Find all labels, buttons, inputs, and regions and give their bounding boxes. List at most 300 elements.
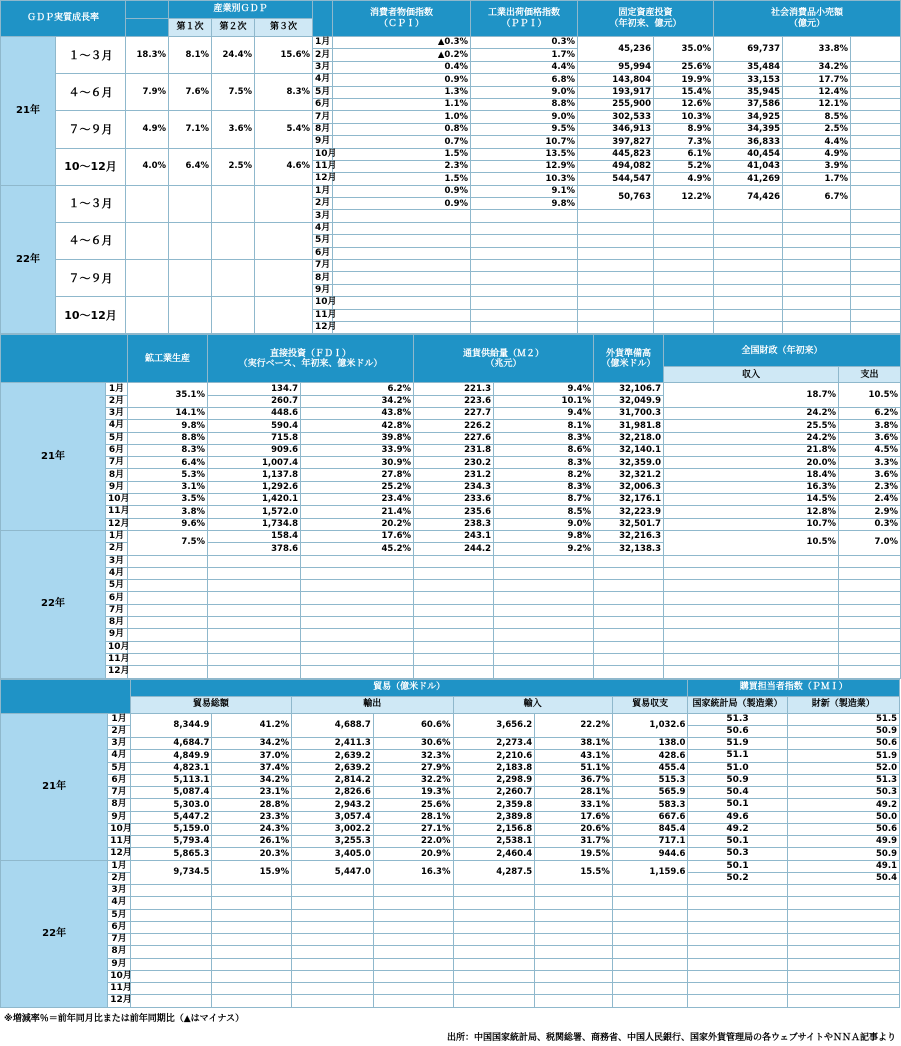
- export-growth: [373, 983, 453, 995]
- gdp-tertiary: [255, 222, 313, 259]
- retail-value: [714, 297, 783, 309]
- retail-value: 41,043: [714, 160, 783, 172]
- import-growth: 36.7%: [535, 774, 613, 786]
- month-label: 8月: [108, 799, 130, 811]
- revenue-value: 10.7%: [664, 518, 839, 530]
- total-trade-value: [130, 885, 212, 897]
- month-label: 2月: [313, 49, 333, 61]
- fdi-value: 590.4: [208, 420, 301, 432]
- m2-value: [414, 555, 494, 567]
- month-label: 10月: [108, 823, 130, 835]
- iip-header: 鉱工業生産: [128, 335, 208, 383]
- pmi-caixin-value: 50.9: [787, 848, 899, 860]
- export-value: 2,639.2: [292, 762, 374, 774]
- month-label: 3月: [106, 555, 128, 567]
- import-growth: 38.1%: [535, 738, 613, 750]
- export-growth: 27.1%: [373, 823, 453, 835]
- pmi-caixin-value: [787, 983, 899, 995]
- fdi-value: 1,292.6: [208, 481, 301, 493]
- retail-growth: 4.4%: [783, 136, 851, 148]
- quarter-label: ４～６月: [56, 74, 126, 111]
- blank: [851, 136, 901, 148]
- ppi-value: [471, 235, 578, 247]
- iip-value: 8.3%: [128, 444, 208, 456]
- export-value: 3,405.0: [292, 848, 374, 860]
- tertiary-header: 第３次: [255, 19, 313, 37]
- revenue-value: [664, 604, 839, 616]
- balance-value: [612, 946, 688, 958]
- export-value: [292, 909, 374, 921]
- export-growth: [373, 909, 453, 921]
- ppi-value: [471, 321, 578, 333]
- month-label: 1月: [106, 383, 128, 395]
- retail-growth: [783, 321, 851, 333]
- pmi-caixin-value: 51.3: [787, 774, 899, 786]
- m2-value: 226.2: [414, 420, 494, 432]
- import-value: [453, 995, 535, 1007]
- fdi-value: 1,007.4: [208, 457, 301, 469]
- m2-growth: 8.6%: [494, 444, 594, 456]
- month-label: 9月: [108, 811, 130, 823]
- m2-value: [414, 629, 494, 641]
- import-growth: [535, 885, 613, 897]
- gdp-growth: [126, 185, 169, 222]
- expense-value: [839, 567, 901, 579]
- total-trade-growth: [212, 995, 292, 1007]
- pmi-caixin-value: [787, 921, 899, 933]
- balance-value: 845.4: [612, 823, 688, 835]
- fx-value: [594, 629, 664, 641]
- ppi-value: [471, 222, 578, 234]
- fdi-growth: 17.6%: [301, 530, 414, 542]
- month-label: 4月: [108, 897, 130, 909]
- export-value: 3,002.2: [292, 823, 374, 835]
- month-label: 7月: [313, 111, 333, 123]
- retail-growth: 2.5%: [783, 123, 851, 135]
- quarter-label: ４～６月: [56, 222, 126, 259]
- balance-value: 455.4: [612, 762, 688, 774]
- balance-value: 515.3: [612, 774, 688, 786]
- import-growth: [535, 921, 613, 933]
- export-value: [292, 970, 374, 982]
- retail-growth: [783, 235, 851, 247]
- month-label: 5月: [106, 580, 128, 592]
- retail-growth: [783, 297, 851, 309]
- retail-growth: [783, 272, 851, 284]
- ppi-value: [471, 272, 578, 284]
- ppi-value: 8.8%: [471, 98, 578, 110]
- export-value: [292, 958, 374, 970]
- total-trade-growth: 37.0%: [212, 750, 292, 762]
- balance-value: [612, 995, 688, 1007]
- pmi-caixin-value: [787, 909, 899, 921]
- total-trade-growth: 20.3%: [212, 848, 292, 860]
- total-trade-value: [130, 958, 212, 970]
- revenue-value: [664, 653, 839, 665]
- m2-growth: 9.4%: [494, 407, 594, 419]
- m2-value: [414, 641, 494, 653]
- m2-growth: 9.8%: [494, 530, 594, 542]
- revenue-value: 18.7%: [664, 383, 839, 408]
- total-trade-growth: [212, 921, 292, 933]
- month-label: 4月: [106, 567, 128, 579]
- month-label: 3月: [313, 210, 333, 222]
- pmi-caixin-value: 50.4: [787, 872, 899, 884]
- export-growth: 30.6%: [373, 738, 453, 750]
- gdp-growth: [126, 260, 169, 297]
- import-growth: [535, 934, 613, 946]
- gdp-tertiary: [255, 260, 313, 297]
- total-trade-growth: 24.3%: [212, 823, 292, 835]
- gdp-secondary: 24.4%: [212, 37, 255, 74]
- m2-value: [414, 567, 494, 579]
- fx-value: 32,176.1: [594, 494, 664, 506]
- m2-growth: 8.7%: [494, 494, 594, 506]
- m2-growth: 10.1%: [494, 395, 594, 407]
- m2-growth: [494, 604, 594, 616]
- import-value: [453, 921, 535, 933]
- expense-value: 3.8%: [839, 420, 901, 432]
- cpi-value: [333, 222, 471, 234]
- import-value: 2,359.8: [453, 799, 535, 811]
- total-trade-value: 5,087.4: [130, 787, 212, 799]
- expense-header: 支出: [839, 367, 901, 383]
- fdi-value: 1,734.8: [208, 518, 301, 530]
- total-trade-value: 4,849.9: [130, 750, 212, 762]
- fx-value: 32,218.0: [594, 432, 664, 444]
- fai-growth: [654, 297, 714, 309]
- balance-value: 583.3: [612, 799, 688, 811]
- fai-growth: [654, 222, 714, 234]
- export-value: 2,639.2: [292, 750, 374, 762]
- import-growth: 15.5%: [535, 860, 613, 885]
- fdi-value: 715.8: [208, 432, 301, 444]
- iip-value: 35.1%: [128, 383, 208, 408]
- table-trade-pmi: [0, 679, 900, 1008]
- import-value: 2,389.8: [453, 811, 535, 823]
- pmi-nbs-value: [688, 909, 787, 921]
- expense-value: [839, 629, 901, 641]
- pmi-caixin-value: 49.2: [787, 799, 899, 811]
- import-growth: [535, 995, 613, 1007]
- import-value: 2,273.4: [453, 738, 535, 750]
- revenue-value: 18.4%: [664, 469, 839, 481]
- m2-value: 227.7: [414, 407, 494, 419]
- fai-value: [578, 297, 654, 309]
- import-value: [453, 885, 535, 897]
- retail-header: 社会消費品小売額 （億元）: [714, 1, 901, 37]
- cpi-header: 消費者物価指数 （ＣＰＩ）: [333, 1, 471, 37]
- export-growth: [373, 921, 453, 933]
- pmi-caixin-value: 51.5: [787, 713, 899, 725]
- fai-value: [578, 210, 654, 222]
- gdp-secondary: [212, 260, 255, 297]
- balance-value: 565.9: [612, 787, 688, 799]
- month-label: 9月: [313, 136, 333, 148]
- pmi-nbs-value: 50.4: [688, 787, 787, 799]
- import-value: 4,287.5: [453, 860, 535, 885]
- quarter-label: 10～12月: [56, 297, 126, 334]
- retail-growth: 3.9%: [783, 160, 851, 172]
- year-label: 21年: [1, 37, 56, 186]
- fai-header: 固定資産投資 （年初来、億元）: [578, 1, 714, 37]
- month-label: 7月: [108, 787, 130, 799]
- retail-value: 41,269: [714, 173, 783, 185]
- gdp-secondary: [212, 297, 255, 334]
- fdi-value: 448.6: [208, 407, 301, 419]
- iip-value: [128, 580, 208, 592]
- fai-growth: 5.2%: [654, 160, 714, 172]
- fdi-growth: 23.4%: [301, 494, 414, 506]
- export-value: [292, 946, 374, 958]
- fx-value: 32,216.3: [594, 530, 664, 542]
- gdp-tertiary: 15.6%: [255, 37, 313, 74]
- month-label: 8月: [313, 272, 333, 284]
- cpi-value: [333, 272, 471, 284]
- fdi-growth: 42.8%: [301, 420, 414, 432]
- m2-value: [414, 666, 494, 678]
- revenue-header: 収入: [664, 367, 839, 383]
- pmi-nbs-value: [688, 885, 787, 897]
- import-value: [453, 897, 535, 909]
- fdi-value: 1,420.1: [208, 494, 301, 506]
- import-value: 2,298.9: [453, 774, 535, 786]
- quarter-label: 10～12月: [56, 148, 126, 185]
- retail-value: [714, 321, 783, 333]
- expense-value: 6.2%: [839, 407, 901, 419]
- month-label: 7月: [108, 934, 130, 946]
- fai-value: 346,913: [578, 123, 654, 135]
- fx-value: [594, 567, 664, 579]
- trade-header: 貿易（億米ドル）: [130, 679, 688, 696]
- gdp-tertiary: 4.6%: [255, 148, 313, 185]
- total-trade-value: 5,865.3: [130, 848, 212, 860]
- cpi-value: [333, 210, 471, 222]
- blank: [851, 222, 901, 234]
- expense-value: [839, 580, 901, 592]
- month-label: 3月: [313, 61, 333, 73]
- pmi-nbs-value: [688, 983, 787, 995]
- ppi-value: 9.0%: [471, 111, 578, 123]
- fai-growth: 12.2%: [654, 185, 714, 210]
- export-growth: [373, 897, 453, 909]
- total-trade-value: 5,793.4: [130, 836, 212, 848]
- revenue-value: [664, 580, 839, 592]
- revenue-value: 10.5%: [664, 530, 839, 555]
- fai-growth: [654, 309, 714, 321]
- month-label: 2月: [108, 725, 130, 737]
- export-value: [292, 934, 374, 946]
- iip-value: 14.1%: [128, 407, 208, 419]
- ppi-header: 工業出荷価格指数 （ＰＰＩ）: [471, 1, 578, 37]
- iip-value: [128, 629, 208, 641]
- gdp-tertiary: [255, 297, 313, 334]
- total-trade-value: 5,303.0: [130, 799, 212, 811]
- export-growth: [373, 946, 453, 958]
- fdi-growth: 27.8%: [301, 469, 414, 481]
- export-value: 3,057.4: [292, 811, 374, 823]
- import-value: 2,183.8: [453, 762, 535, 774]
- retail-value: 74,426: [714, 185, 783, 210]
- m2-growth: [494, 653, 594, 665]
- revenue-value: 24.2%: [664, 432, 839, 444]
- m2-growth: [494, 580, 594, 592]
- gdp-secondary: 2.5%: [212, 148, 255, 185]
- cpi-value: 0.9%: [333, 185, 471, 197]
- gdp-primary: 6.4%: [169, 148, 212, 185]
- retail-growth: 17.7%: [783, 74, 851, 86]
- gdp-tertiary: 8.3%: [255, 74, 313, 111]
- fdi-growth: 25.2%: [301, 481, 414, 493]
- year-label: 22年: [1, 860, 108, 1007]
- export-growth: [373, 885, 453, 897]
- pmi-nbs-value: [688, 946, 787, 958]
- pmi-nbs-value: 51.3: [688, 713, 787, 725]
- blank: [851, 98, 901, 110]
- cpi-value: 1.5%: [333, 148, 471, 160]
- blank: [851, 173, 901, 185]
- pmi-nbs-value: [688, 921, 787, 933]
- retail-value: 34,925: [714, 111, 783, 123]
- fai-growth: 6.1%: [654, 148, 714, 160]
- gdp-secondary: 7.5%: [212, 74, 255, 111]
- pmi-caixin-value: 51.9: [787, 750, 899, 762]
- ppi-value: 10.7%: [471, 136, 578, 148]
- blank: [851, 111, 901, 123]
- month-label: 5月: [108, 762, 130, 774]
- iip-value: 3.1%: [128, 481, 208, 493]
- month-label: 3月: [106, 407, 128, 419]
- month-label: 6月: [108, 921, 130, 933]
- import-value: 3,656.2: [453, 713, 535, 738]
- expense-value: 2.3%: [839, 481, 901, 493]
- m2-value: 234.3: [414, 481, 494, 493]
- m2-growth: 8.3%: [494, 457, 594, 469]
- retail-growth: 4.9%: [783, 148, 851, 160]
- import-growth: 51.1%: [535, 762, 613, 774]
- ppi-value: 9.8%: [471, 198, 578, 210]
- import-header: 輸入: [453, 696, 612, 713]
- expense-value: [839, 555, 901, 567]
- table-production-finance: [0, 334, 901, 678]
- expense-value: 3.6%: [839, 432, 901, 444]
- ppi-value: 9.1%: [471, 185, 578, 197]
- retail-value: [714, 235, 783, 247]
- balance-value: [612, 983, 688, 995]
- pmi-nbs-value: 50.1: [688, 860, 787, 872]
- gdp-header: ＧＤＰ実質成長率: [1, 1, 126, 37]
- fai-value: 95,994: [578, 61, 654, 73]
- fx-value: 32,223.9: [594, 506, 664, 518]
- retail-value: [714, 284, 783, 296]
- cpi-value: [333, 284, 471, 296]
- import-growth: 28.1%: [535, 787, 613, 799]
- pmi-caixin-value: [787, 934, 899, 946]
- industry-gdp-header: 産業別ＧＤＰ: [169, 1, 313, 19]
- month-label: 5月: [108, 909, 130, 921]
- month-label: 3月: [108, 885, 130, 897]
- revenue-value: 14.5%: [664, 494, 839, 506]
- balance-value: [612, 958, 688, 970]
- fdi-growth: [301, 653, 414, 665]
- import-value: 2,260.7: [453, 787, 535, 799]
- import-value: 2,156.8: [453, 823, 535, 835]
- month-label: 1月: [313, 185, 333, 197]
- gdp-secondary: 3.6%: [212, 111, 255, 148]
- m2-value: 230.2: [414, 457, 494, 469]
- export-header: 輸出: [292, 696, 453, 713]
- month-label: 5月: [106, 432, 128, 444]
- balance-value: [612, 897, 688, 909]
- cpi-value: [333, 309, 471, 321]
- cpi-value: 1.1%: [333, 98, 471, 110]
- primary-header: 第１次: [169, 19, 212, 37]
- export-value: [292, 885, 374, 897]
- retail-growth: [783, 222, 851, 234]
- m2-growth: 9.2%: [494, 543, 594, 555]
- fdi-growth: 6.2%: [301, 383, 414, 395]
- cpi-value: 1.0%: [333, 111, 471, 123]
- fai-growth: [654, 284, 714, 296]
- pmi-nbs-value: 50.1: [688, 836, 787, 848]
- retail-value: 37,586: [714, 98, 783, 110]
- export-value: 2,943.2: [292, 799, 374, 811]
- month-label: 11月: [106, 506, 128, 518]
- m2-value: [414, 604, 494, 616]
- month-label: 7月: [106, 604, 128, 616]
- month-label: 1月: [108, 713, 130, 725]
- blank: [851, 210, 901, 222]
- month-label: 1月: [108, 860, 130, 872]
- ppi-value: 0.3%: [471, 37, 578, 49]
- expense-value: 2.9%: [839, 506, 901, 518]
- fdi-value: 909.6: [208, 444, 301, 456]
- month-label: 9月: [313, 284, 333, 296]
- gdp-growth: 4.0%: [126, 148, 169, 185]
- total-trade-header: 貿易総額: [130, 696, 291, 713]
- import-value: 2,538.1: [453, 836, 535, 848]
- revenue-value: [664, 641, 839, 653]
- pmi-caixin-value: 50.6: [787, 738, 899, 750]
- total-trade-growth: 23.1%: [212, 787, 292, 799]
- export-growth: 19.3%: [373, 787, 453, 799]
- import-value: [453, 934, 535, 946]
- pmi-caixin-value: 49.1: [787, 860, 899, 872]
- month-label: 12月: [313, 173, 333, 185]
- month-label: 2月: [108, 872, 130, 884]
- pmi-nbs-value: 50.3: [688, 848, 787, 860]
- iip-value: [128, 641, 208, 653]
- revenue-value: [664, 617, 839, 629]
- quarter-label: ７～９月: [56, 111, 126, 148]
- m2-value: 231.8: [414, 444, 494, 456]
- year-label: 22年: [1, 530, 106, 678]
- total-trade-growth: [212, 885, 292, 897]
- fx-value: 32,359.0: [594, 457, 664, 469]
- blank: [851, 272, 901, 284]
- retail-value: [714, 260, 783, 272]
- iip-value: [128, 617, 208, 629]
- month-label: 9月: [108, 958, 130, 970]
- month-label: 11月: [313, 160, 333, 172]
- fx-value: [594, 641, 664, 653]
- gdp-primary: [169, 222, 212, 259]
- ppi-value: [471, 284, 578, 296]
- expense-value: [839, 666, 901, 678]
- export-value: 2,411.3: [292, 738, 374, 750]
- total-trade-growth: [212, 934, 292, 946]
- month-label: 10月: [106, 641, 128, 653]
